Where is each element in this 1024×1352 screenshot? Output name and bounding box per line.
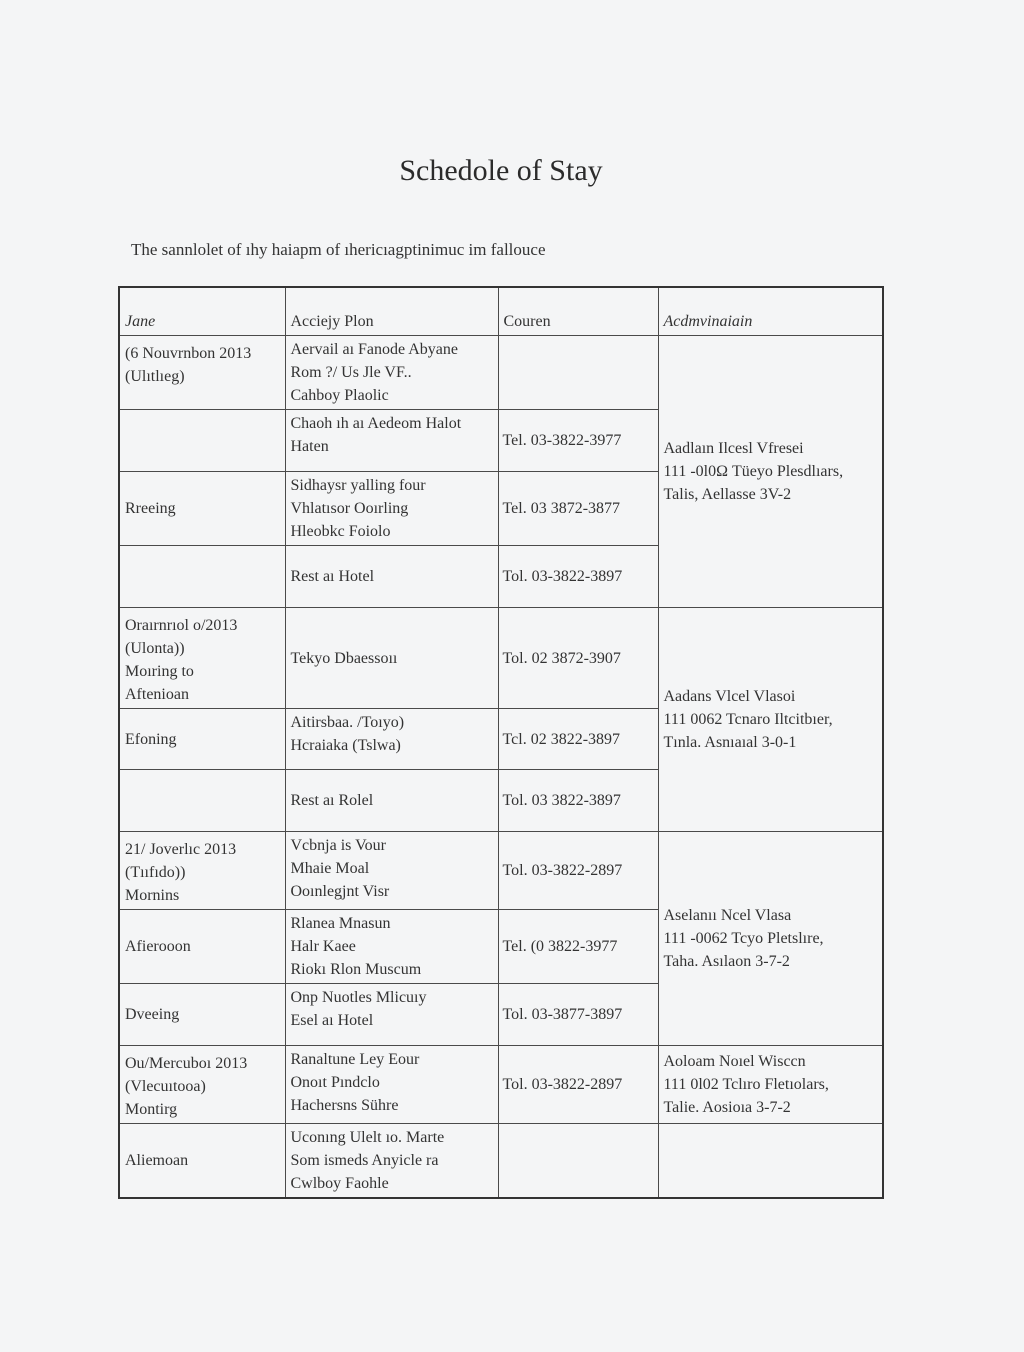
header-date: Jane xyxy=(119,287,285,336)
date-cell: (6 Nouvrnbon 2013 (Ulıtlıeg) xyxy=(119,336,285,410)
contact-cell: Tol. 03-3877-3897 xyxy=(498,984,658,1046)
accommodation-cell xyxy=(658,1124,883,1199)
date-cell xyxy=(119,410,285,472)
table-row xyxy=(119,608,883,709)
contact-cell: Tel. 03-3822-3977 xyxy=(498,410,658,472)
contact-cell: Tcl. 02 3822-3897 xyxy=(498,709,658,770)
header-contact: Couren xyxy=(498,287,658,336)
activity-cell: Onp Nuotles Mlicuıy Esel aı Hotel xyxy=(285,984,498,1046)
activity-cell: Aervail aı Fanode Abyane Rom ?/ Us Jle VF.. Cahboy Plaolic xyxy=(285,336,498,410)
header-activity: Acciejy Plon xyxy=(285,287,498,336)
date-cell: Aliemoan xyxy=(119,1124,285,1199)
activity-cell: Rest aı Rolel xyxy=(285,770,498,832)
contact-cell: Tol. 03-3822-2897 xyxy=(498,1046,658,1124)
date-cell: Afierooon xyxy=(119,910,285,984)
contact-cell: Tel. 03 3872-3877 xyxy=(498,472,658,546)
date-cell: Oraırnrıol o/2013 (Ulonta)) Moıring to Aftenioan xyxy=(119,608,285,709)
activity-cell: Tekyo Dbaessoıı xyxy=(285,608,498,709)
contact-cell: Tol. 03-3822-2897 xyxy=(498,832,658,910)
activity-cell: Rest aı Hotel xyxy=(285,546,498,608)
intro-text: The sannlolet of ıhy haiapm of ıhericıagptinimuc im fallouce xyxy=(131,240,546,259)
date-cell: Rreeing xyxy=(119,472,285,546)
contact-cell xyxy=(498,1124,658,1199)
activity-cell: Uconıng Ulelt ıo. Marte Som ismeds Anyicle ra Cwlboy Faohle xyxy=(285,1124,498,1199)
schedule-table xyxy=(118,286,884,1199)
date-cell: Efoning xyxy=(119,709,285,770)
activity-cell: Chaoh ıh aı Aedeom Halot Haten xyxy=(285,410,498,472)
header-accommodation: Acdmvinaiain xyxy=(658,287,883,336)
activity-cell: Rlanea Mnasun Halr Kaee Riokı Rlon Muscum xyxy=(285,910,498,984)
table-row xyxy=(119,1046,883,1124)
accommodation-cell: Aadans Vlcel Vlasoi 111 0062 Tcnaro Iltcitbıer, Tınla. Asnıaıal 3-0-1 xyxy=(658,608,883,832)
accommodation-cell: Aoloam Noıel Wisccn 111 0l02 Tclıro Fletıolars, Talie. Aosioıa 3-7-2 xyxy=(658,1046,883,1124)
contact-cell: Tel. (0 3822-3977 xyxy=(498,910,658,984)
contact-cell: Tol. 03-3822-3897 xyxy=(498,546,658,608)
date-cell: 21/ Joverlıc 2013 (Tııfıdo)) Mornins xyxy=(119,832,285,910)
accommodation-cell: Aadlaın Ilcesl Vfresei 111 -0l0Ω Tüeyo Plesdlıars, Talis, Aellasse 3V-2 xyxy=(658,336,883,608)
accommodation-cell: Aselanıı Ncel Vlasa 111 -0062 Tcyo Pletslıre, Taha. Asılaon 3-7-2 xyxy=(658,832,883,1046)
date-cell: Ou/Mercuboı 2013 (Vlecuıtooa) Montirg xyxy=(119,1046,285,1124)
contact-cell xyxy=(498,336,658,410)
activity-cell: Sidhaysr yalling four Vhlatısor Ooırling Hleobkc Foiolo xyxy=(285,472,498,546)
contact-cell: Tol. 02 3872-3907 xyxy=(498,608,658,709)
activity-cell: Vcbnja is Vour Mhaie Moal Ooınlegjnt Visr xyxy=(285,832,498,910)
table-row xyxy=(119,336,883,410)
activity-cell: Aitirsbaa. /Toıyo) Hcraiaka (Tslwa) xyxy=(285,709,498,770)
contact-cell: Tol. 03 3822-3897 xyxy=(498,770,658,832)
date-cell xyxy=(119,770,285,832)
table-header-row xyxy=(119,287,883,336)
activity-cell: Ranaltune Ley Eour Onoıt Pındclo Hachersns Sühre xyxy=(285,1046,498,1124)
table-row xyxy=(119,832,883,910)
date-cell: Dveeing xyxy=(119,984,285,1046)
page-title: Schedole of Stay xyxy=(399,154,603,187)
date-cell xyxy=(119,546,285,608)
table-row xyxy=(119,1124,883,1199)
